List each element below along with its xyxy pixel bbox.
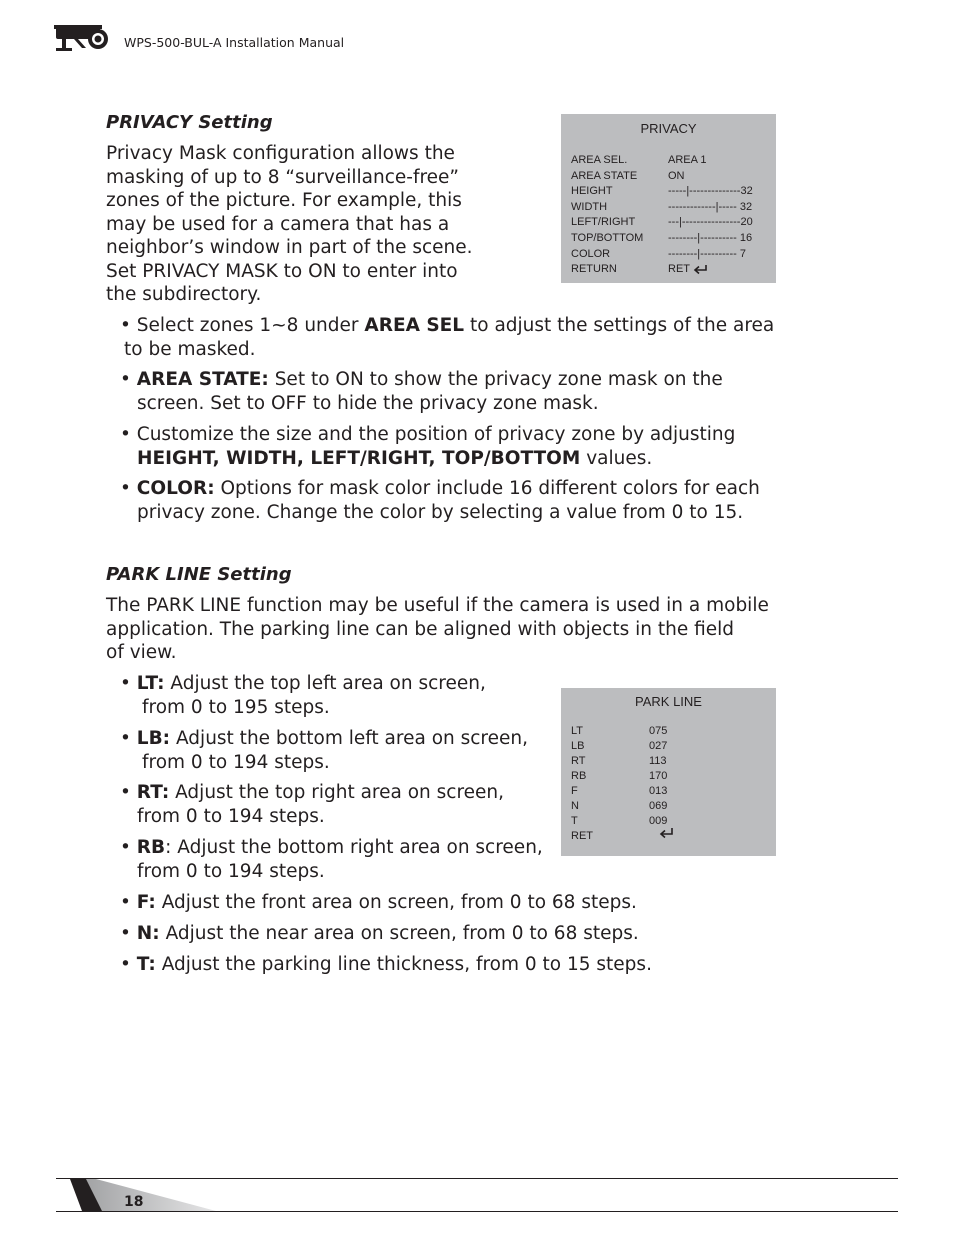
- parkline-intro-line: of view.: [106, 642, 177, 663]
- bullet-text: • Select zones 1~8 under: [120, 315, 365, 336]
- bullet-line: [120, 836, 560, 860]
- menu-key: HEIGHT: [571, 185, 613, 198]
- parkline-bullet-n: [120, 922, 820, 946]
- bullet-text: to adjust the settings of the area: [464, 315, 775, 336]
- parkline-menu-title: PARK LINE: [635, 694, 702, 709]
- bullet-line: from 0 to 194 steps.: [137, 860, 325, 882]
- bullet-line: [120, 477, 820, 501]
- bullet-line: [120, 314, 820, 338]
- parkline-menu-row: [571, 785, 770, 800]
- privacy-menu-row: [571, 154, 770, 170]
- menu-value: 009: [649, 815, 668, 827]
- menu-key: LEFT/RIGHT: [571, 216, 636, 229]
- menu-key: AREA STATE: [571, 169, 638, 182]
- menu-key: COLOR: [571, 247, 611, 260]
- menu-key: TOP/BOTTOM: [571, 232, 644, 244]
- parkline-menu-row: [571, 740, 770, 755]
- menu-value: -------------|----- 32: [668, 200, 753, 213]
- bullet-line: from 0 to 195 steps.: [142, 696, 330, 718]
- bullet-line: from 0 to 194 steps.: [137, 805, 325, 827]
- menu-key: LB: [571, 740, 585, 752]
- menu-value: [668, 263, 709, 275]
- bullet-text: Adjust the bottom left area on screen,: [170, 728, 528, 749]
- parkline-menu-row: [571, 830, 770, 845]
- menu-key: WIDTH: [571, 200, 608, 213]
- bullet-line: [120, 891, 820, 915]
- menu-key: F: [571, 785, 578, 797]
- bullet-bold: T:: [136, 954, 156, 975]
- privacy-menu-row: [571, 263, 770, 279]
- bullet-text: •: [120, 478, 137, 499]
- menu-value: 075: [649, 725, 668, 737]
- enter-arrow-icon: [693, 264, 709, 275]
- menu-value: -----|--------------32: [668, 185, 753, 198]
- bullet-line: [120, 953, 820, 977]
- privacy-menu-row: [571, 201, 770, 217]
- bullet-text: •: [120, 954, 137, 975]
- privacy-intro-line: neighbor’s window in part of the scene.: [106, 237, 473, 258]
- bullet-bold: RB: [136, 837, 166, 858]
- parkline-bullet-lt: [120, 672, 550, 719]
- bullet-line: [120, 727, 550, 751]
- menu-value: --------|---------- 7: [668, 247, 746, 260]
- menu-key: RETURN: [571, 263, 617, 276]
- parkline-bullet-t: [120, 953, 820, 977]
- bullet-bold: F:: [136, 892, 156, 913]
- bullet-text: Set to ON to show the privacy zone mask on the: [268, 369, 723, 390]
- bullet-line: [120, 781, 550, 805]
- privacy-section-title: PRIVACY Setting: [106, 112, 273, 133]
- bullet-text: •: [120, 673, 137, 694]
- privacy-osd-menu: [561, 114, 776, 283]
- bullet-line: [120, 922, 820, 946]
- privacy-menu-row: [571, 170, 770, 186]
- bullet-bold: HEIGHT, WIDTH, LEFT/RIGHT, TOP/BOTTOM: [137, 447, 581, 469]
- privacy-bullet-size-position: [120, 423, 820, 470]
- menu-key: T: [571, 815, 578, 827]
- parkline-menu-row: [571, 800, 770, 815]
- bullet-text: •: [120, 782, 137, 803]
- privacy-menu-row: [571, 185, 770, 201]
- privacy-menu-row: [571, 216, 770, 232]
- bullet-bold: COLOR:: [136, 478, 215, 499]
- bullet-bold: AREA SEL: [364, 315, 465, 336]
- bullet-text: Options for mask color include 16 different colors for each: [214, 478, 760, 499]
- bullet-line: [120, 368, 820, 392]
- bullet-text: Adjust the top right area on screen,: [169, 782, 505, 803]
- bullet-text: •: [120, 369, 137, 390]
- menu-key: N: [571, 800, 579, 812]
- manual-title: WPS-500-BUL-A Installation Manual: [124, 35, 345, 50]
- privacy-bullet-area-state: [120, 368, 820, 415]
- privacy-intro-line: masking of up to 8 “surveillance-free”: [106, 166, 460, 188]
- privacy-intro-line: Set PRIVACY MASK to ON to enter into: [106, 260, 458, 282]
- bullet-text: Adjust the front area on screen, from 0 to 68 steps.: [155, 892, 637, 913]
- menu-value: --------|---------- 16: [668, 232, 753, 244]
- privacy-bullet-color: [120, 477, 820, 524]
- menu-key: AREA SEL.: [571, 154, 628, 166]
- parkline-menu-row: [571, 725, 770, 740]
- bullet-line: • Customize the size and the position of privacy zone by adjusting: [120, 424, 736, 445]
- parkline-bullet-lb: [120, 727, 550, 774]
- page-number: 18: [124, 1194, 144, 1210]
- bullet-line: [120, 672, 550, 696]
- parkline-bullet-f: [120, 891, 820, 915]
- parkline-intro: [106, 594, 806, 665]
- bullet-line: from 0 to 194 steps.: [142, 751, 330, 773]
- menu-value: 013: [649, 785, 668, 797]
- parkline-bullet-rb: [120, 836, 560, 883]
- privacy-menu-row: [571, 248, 770, 264]
- enter-arrow-icon: [659, 827, 675, 839]
- privacy-bullet-area-sel: [120, 314, 820, 361]
- parkline-menu-row: [571, 770, 770, 785]
- bullet-line: screen. Set to OFF to hide the privacy zone mask.: [137, 392, 599, 414]
- parkline-intro-line: application. The parking line can be aligned with objects in the field: [106, 618, 735, 640]
- parkline-section-title: PARK LINE Setting: [106, 564, 292, 585]
- menu-value: 170: [649, 770, 668, 782]
- menu-key: RET: [571, 830, 593, 842]
- bullet-text: •: [120, 892, 137, 913]
- menu-key: LT: [571, 725, 584, 737]
- bullet-line: privacy zone. Change the color by selecting a value from 0 to 15.: [137, 501, 744, 523]
- menu-value: 027: [649, 740, 668, 752]
- bullet-text: values.: [580, 447, 653, 469]
- privacy-intro-line: Privacy Mask configuration allows the: [106, 143, 455, 164]
- bullet-line: to be masked.: [124, 338, 256, 360]
- bullet-bold: N:: [136, 923, 160, 944]
- menu-value-text: RET: [668, 263, 690, 276]
- privacy-intro-line: the subdirectory.: [106, 284, 262, 305]
- privacy-intro: [106, 142, 546, 307]
- bullet-text: Adjust the near area on screen, from 0 to 68 steps.: [159, 923, 639, 944]
- camera-logo-icon: [52, 20, 112, 54]
- bullet-bold: AREA STATE:: [136, 369, 269, 390]
- menu-key: RB: [571, 770, 587, 782]
- bullet-text: •: [120, 728, 137, 749]
- bullet-text: •: [120, 923, 137, 944]
- menu-value: 069: [649, 800, 668, 812]
- bullet-bold: RT:: [136, 782, 170, 803]
- menu-value: AREA 1: [668, 154, 707, 166]
- menu-value: ---|----------------20: [668, 216, 753, 229]
- privacy-intro-line: may be used for a camera that has a: [106, 213, 450, 235]
- privacy-intro-line: zones of the picture. For example, this: [106, 190, 462, 211]
- menu-value: ON: [668, 169, 685, 182]
- parkline-intro-line: The PARK LINE function may be useful if the camera is used in a mobile: [106, 595, 769, 616]
- menu-value: 113: [649, 755, 667, 767]
- bullet-text: : Adjust the bottom right area on screen,: [165, 837, 543, 858]
- menu-key: RT: [571, 755, 586, 767]
- bullet-line: [120, 447, 820, 471]
- parkline-bullet-rt: [120, 781, 550, 828]
- parkline-menu-row: [571, 755, 770, 770]
- parkline-osd-menu: [561, 688, 776, 856]
- privacy-menu-title: PRIVACY: [640, 121, 697, 136]
- bullet-bold: LB:: [136, 728, 171, 749]
- bullet-text: •: [120, 837, 137, 858]
- footer-bottom-rule: [56, 1211, 898, 1212]
- privacy-menu-row: [571, 232, 770, 248]
- menu-value: [659, 827, 675, 839]
- bullet-bold: LT:: [136, 673, 165, 694]
- bullet-text: Adjust the top left area on screen,: [164, 673, 486, 694]
- bullet-text: Adjust the parking line thickness, from 0 to 15 steps.: [155, 954, 652, 975]
